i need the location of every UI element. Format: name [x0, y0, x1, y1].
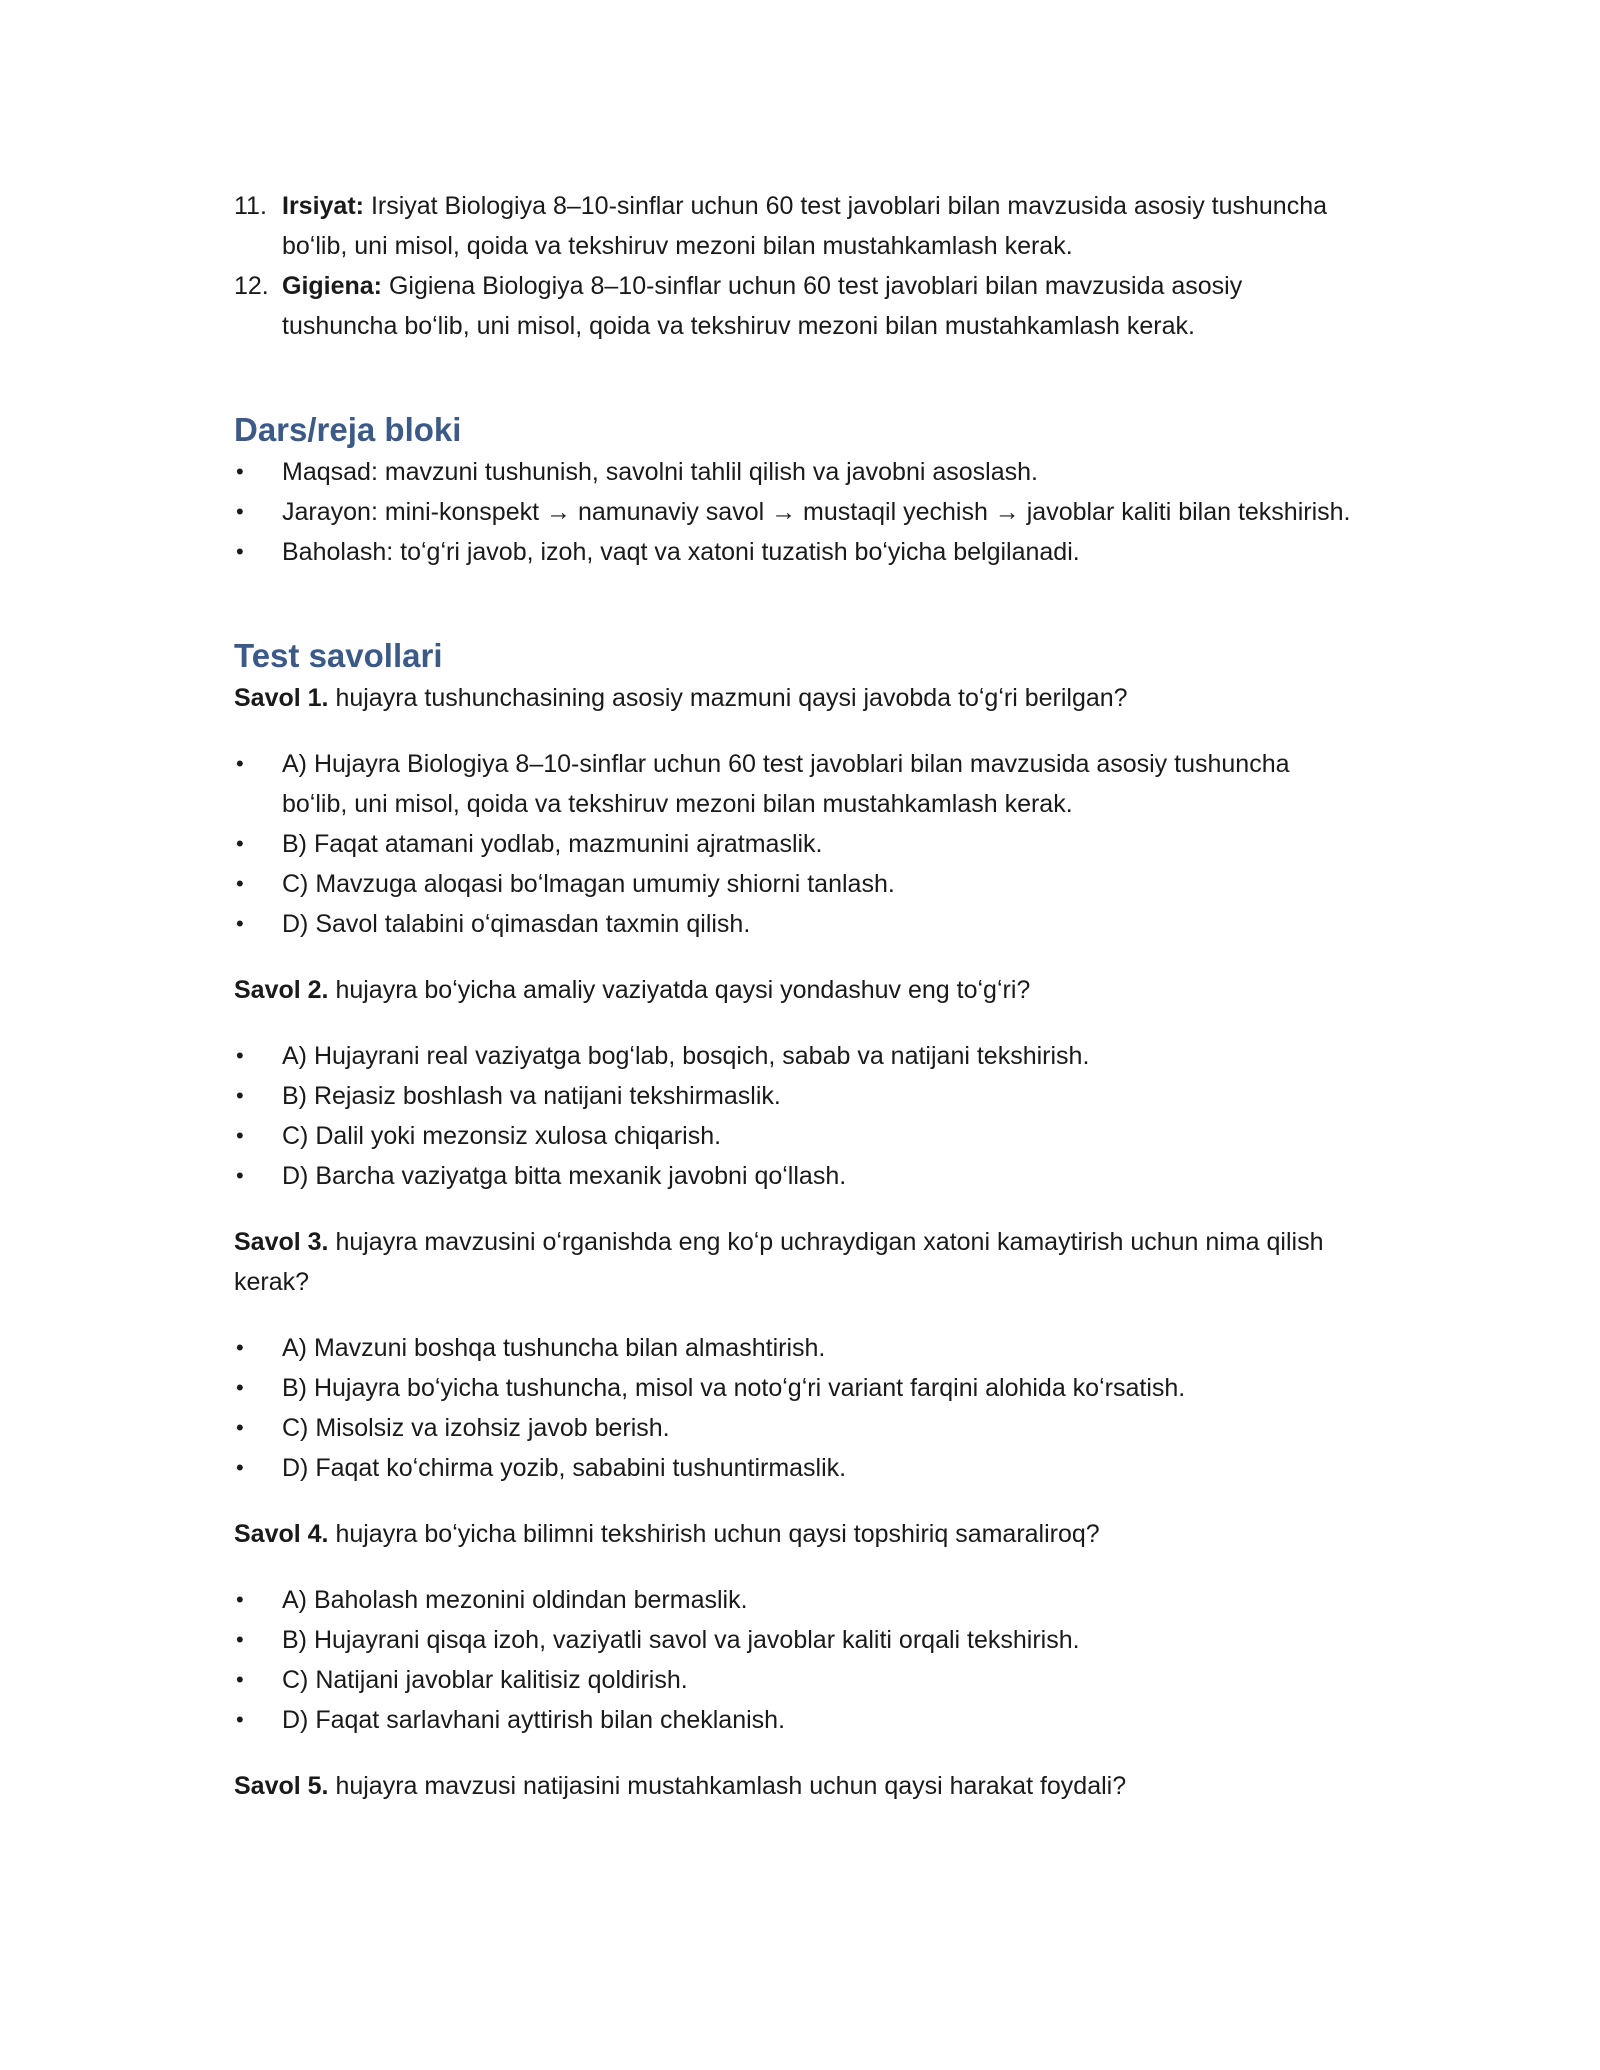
answer-option [234, 1156, 1354, 1196]
numbered-list [234, 186, 1354, 346]
bullet-icon: • [236, 1043, 244, 1068]
section-heading-test: Test savollari [234, 637, 443, 674]
answer-option [234, 904, 1354, 944]
option-text: D) Savol talabini oʻqimasdan taxmin qilish. [282, 910, 751, 938]
bullet-icon: • [236, 871, 244, 896]
answer-option [234, 1620, 1354, 1660]
bullet-icon: • [236, 539, 244, 564]
bullet-text: Jarayon: mini-konspekt → namunaviy savol → mustaqil yechish → javoblar kaliti bilan tekshirish. [282, 498, 1351, 526]
question-text: hujayra mavzusini oʻrganishda eng koʻp uchraydigan xatoni kamaytirish uchun nima qilish kerak? [234, 1228, 1324, 1296]
term-definition: Irsiyat Biologiya 8–10-sinflar uchun 60 test javoblari bilan mavzusida asosiy tushuncha boʻlib, uni misol, qoida va tekshiruv mezoni bilan mustahkamlash kerak. [282, 192, 1328, 260]
question-2 [234, 970, 1354, 1010]
bullet-icon: • [236, 499, 244, 524]
list-number: 11. [234, 192, 267, 220]
option-text: C) Natijani javoblar kalitisiz qoldirish. [282, 1666, 688, 1694]
bullet-icon: • [236, 831, 244, 856]
answer-option [234, 1076, 1354, 1116]
answer-option [234, 1116, 1354, 1156]
bullet-icon: • [236, 1083, 244, 1108]
answer-option [234, 1700, 1354, 1740]
question-text: hujayra boʻyicha bilimni tekshirish uchun qaysi topshiriq samaraliroq? [328, 1520, 1100, 1548]
list-item [234, 532, 1354, 572]
option-text: B) Rejasiz boshlash va natijani tekshirmaslik. [282, 1082, 781, 1110]
bullet-icon: • [236, 1587, 244, 1612]
question-label: Savol 5. [234, 1772, 329, 1800]
option-text: B) Hujayrani qisqa izoh, vaziyatli savol va javoblar kaliti orqali tekshirish. [282, 1626, 1080, 1654]
answer-option [234, 1036, 1354, 1076]
question-text: hujayra tushunchasining asosiy mazmuni qaysi javobda toʻgʻri berilgan? [328, 684, 1128, 712]
option-text: D) Barcha vaziyatga bitta mexanik javobni qoʻllash. [282, 1162, 847, 1190]
answer-option [234, 1448, 1354, 1488]
bullet-text: Maqsad: mavzuni tushunish, savolni tahlil qilish va javobni asoslash. [282, 458, 1038, 486]
answer-option [234, 1328, 1354, 1368]
answer-options [234, 1580, 1354, 1740]
answer-option [234, 1580, 1354, 1620]
bullet-text: Baholash: toʻgʻri javob, izoh, vaqt va xatoni tuzatish boʻyicha belgilanadi. [282, 538, 1080, 566]
question-label: Savol 2. [234, 976, 329, 1004]
bullet-icon: • [236, 459, 244, 484]
question-label: Savol 1. [234, 684, 329, 712]
question-1 [234, 678, 1354, 718]
question-text: hujayra mavzusi natijasini mustahkamlash uchun qaysi harakat foydali? [328, 1772, 1127, 1800]
answer-option [234, 1660, 1354, 1700]
option-text: A) Baholash mezonini oldindan bermaslik. [282, 1586, 748, 1614]
question-label: Savol 3. [234, 1228, 329, 1256]
section-heading-dars: Dars/reja bloki [234, 411, 462, 448]
option-text: B) Hujayra boʻyicha tushuncha, misol va notoʻgʻri variant farqini alohida koʻrsatish. [282, 1374, 1186, 1402]
question-text: hujayra boʻyicha amaliy vaziyatda qaysi yondashuv eng toʻgʻri? [328, 976, 1031, 1004]
option-text: A) Hujayra Biologiya 8–10-sinflar uchun 60 test javoblari bilan mavzusida asosiy tushuncha boʻlib, uni misol, qoida va tekshiruv mezoni bilan mustahkamlash kerak. [282, 750, 1290, 818]
option-text: B) Faqat atamani yodlab, mazmunini ajratmaslik. [282, 830, 823, 858]
bullet-icon: • [236, 1455, 244, 1480]
list-item [234, 452, 1354, 492]
term-definition: Gigiena Biologiya 8–10-sinflar uchun 60 test javoblari bilan mavzusida asosiy tushuncha boʻlib, uni misol, qoida va tekshiruv mezoni bilan mustahkamlash kerak. [282, 272, 1243, 340]
dars-bullet-list [234, 452, 1354, 572]
list-item [234, 186, 1354, 266]
list-item [234, 492, 1354, 532]
bullet-icon: • [236, 1123, 244, 1148]
answer-options [234, 744, 1354, 944]
answer-options [234, 1328, 1354, 1488]
bullet-icon: • [236, 1163, 244, 1188]
document-page [234, 186, 1354, 1806]
answer-option [234, 824, 1354, 864]
term-label: Gigiena: [282, 272, 383, 300]
bullet-icon: • [236, 1707, 244, 1732]
list-number: 12. [234, 272, 269, 300]
answer-option [234, 1408, 1354, 1448]
question-5 [234, 1766, 1354, 1806]
question-3 [234, 1222, 1354, 1302]
bullet-icon: • [236, 1667, 244, 1692]
option-text: C) Misolsiz va izohsiz javob berish. [282, 1414, 670, 1442]
option-text: C) Dalil yoki mezonsiz xulosa chiqarish. [282, 1122, 722, 1150]
bullet-icon: • [236, 1627, 244, 1652]
list-item [234, 266, 1354, 346]
bullet-icon: • [236, 911, 244, 936]
bullet-icon: • [236, 751, 244, 776]
answer-option [234, 864, 1354, 904]
bullet-icon: • [236, 1335, 244, 1360]
answer-option [234, 744, 1354, 824]
bullet-icon: • [236, 1415, 244, 1440]
option-text: D) Faqat sarlavhani ayttirish bilan cheklanish. [282, 1706, 786, 1734]
option-text: D) Faqat koʻchirma yozib, sababini tushuntirmaslik. [282, 1454, 847, 1482]
option-text: A) Mavzuni boshqa tushuncha bilan almashtirish. [282, 1334, 826, 1362]
bullet-icon: • [236, 1375, 244, 1400]
term-label: Irsiyat: [282, 192, 364, 220]
question-label: Savol 4. [234, 1520, 329, 1548]
answer-option [234, 1368, 1354, 1408]
question-4 [234, 1514, 1354, 1554]
option-text: C) Mavzuga aloqasi boʻlmagan umumiy shiorni tanlash. [282, 870, 895, 898]
answer-options [234, 1036, 1354, 1196]
option-text: A) Hujayrani real vaziyatga bogʻlab, bosqich, sabab va natijani tekshirish. [282, 1042, 1090, 1070]
